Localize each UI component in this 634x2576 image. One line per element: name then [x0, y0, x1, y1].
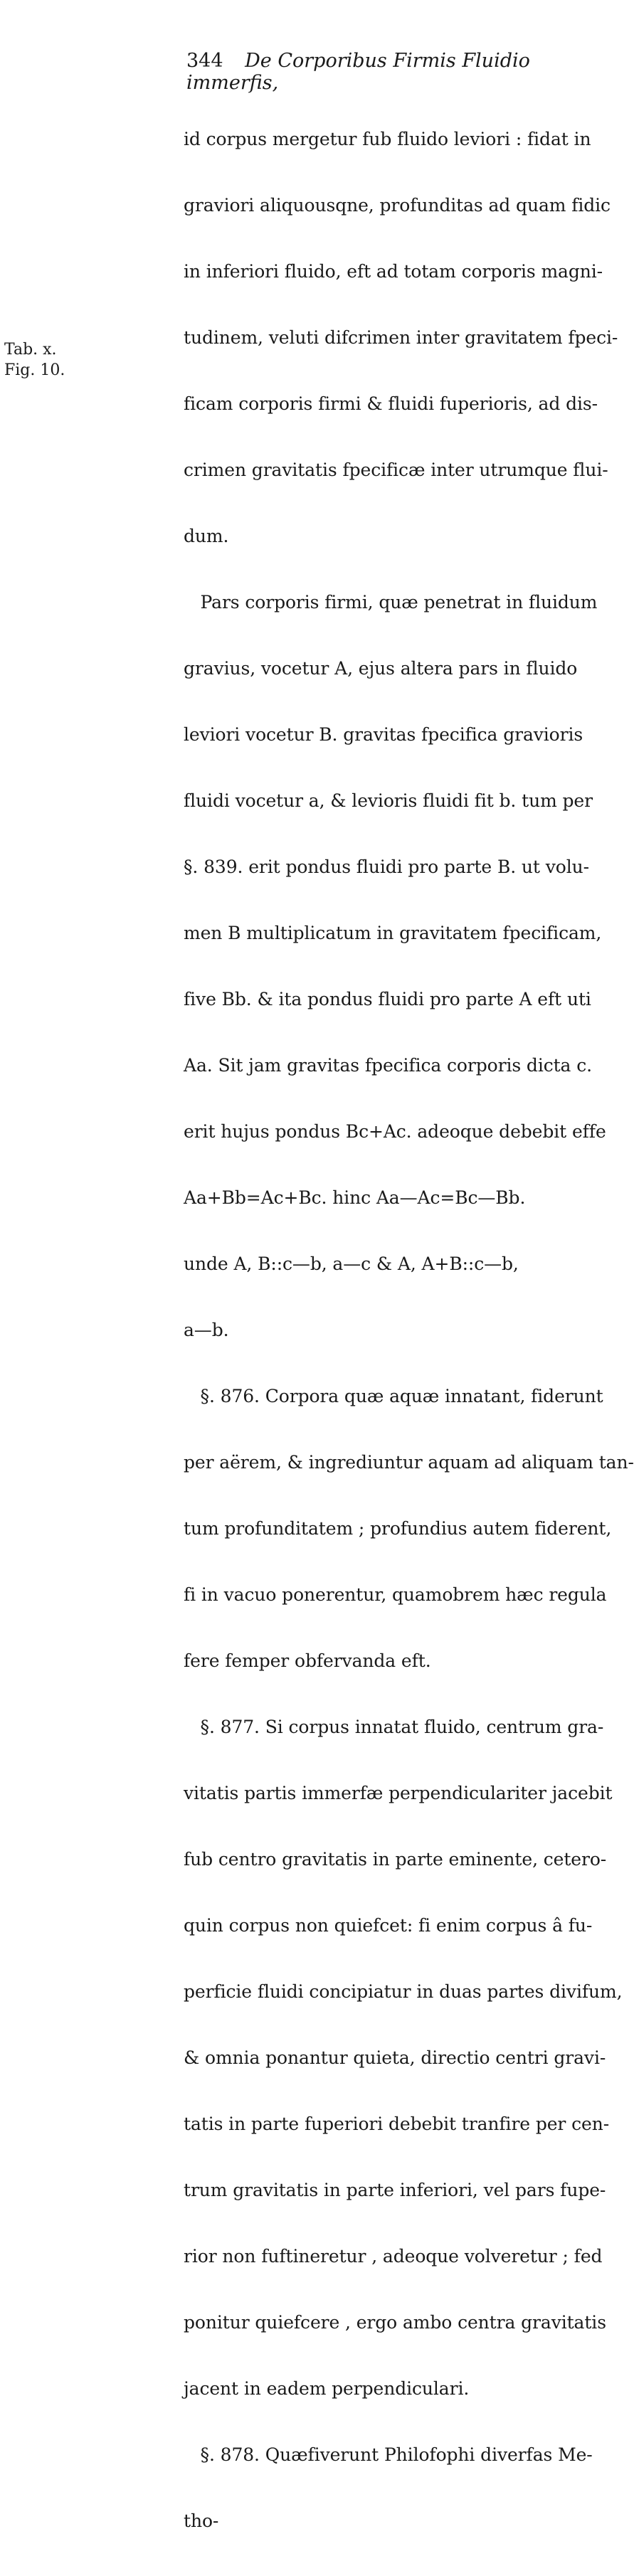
text-line: fi in vacuo ponerentur, quamobrem hæc regula — [184, 1584, 607, 1605]
text-line: Pars corporis firmi, quæ penetrat in fluidum — [184, 592, 598, 613]
text-line: id corpus mergetur fub fluido leviori : fidat in — [184, 129, 591, 149]
text-line: fub centro gravitatis in parte eminente, cetero- — [184, 1849, 607, 1870]
text-line: §. 877. Si corpus innatat fluido, centrum gra- — [184, 1717, 604, 1737]
text-line: per aërem, & ingrediuntur aquam ad aliquam tan- — [184, 1452, 634, 1473]
text-line: & omnia ponantur quieta, directio centri gravi- — [184, 2047, 606, 2068]
text-line: tum profunditatem ; profundius autem fiderent, — [184, 1518, 612, 1539]
text-line: erit hujus pondus Bc+Ac. adeoque debebit effe — [184, 1121, 606, 1142]
text-line: quin corpus non quiefcet: fi enim corpus â fu- — [184, 1915, 593, 1936]
text-line: in inferiori fluido, eft ad totam corporis magni- — [184, 261, 603, 282]
text-line: crimen gravitatis fpecificæ inter utrumque flui- — [184, 460, 608, 480]
text-line: Aa. Sit jam gravitas fpecifica corporis dicta c. — [184, 1055, 592, 1076]
text-line: leviori vocetur B. gravitas fpecifica gravioris — [184, 724, 583, 745]
text-line: a—b. — [184, 1320, 229, 1340]
text-line: perficie fluidi concipiatur in duas partes divifum, — [184, 1981, 623, 2002]
text-line: unde A, B::c—b, a—c & A, A+B::c—b, — [184, 1253, 519, 1274]
text-line: ponitur quiefcere , ergo ambo centra gravitatis — [184, 2312, 606, 2333]
text-line: tatis in parte fuperiori debebit tranfire per cen- — [184, 2114, 610, 2134]
text-line: §. 878. Quæfiverunt Philofophi diverfas Me- — [184, 2444, 593, 2465]
text-line: dum. — [184, 526, 229, 546]
body-text — [184, 84, 634, 2576]
text-line: fluidi vocetur a, & levioris fluidi fit b. tum per — [184, 790, 593, 811]
running-title: De Corporibus Firmis Fluidio immerfis, — [186, 50, 530, 94]
margin-note-figure: Fig. 10. — [4, 361, 65, 379]
text-line: ficam corporis firmi & fluidi fuperioris, ad dis- — [184, 393, 598, 414]
text-line: §. 839. erit pondus fluidi pro parte B. ut volu- — [184, 857, 589, 877]
text-line: trum gravitatis in parte inferiori, vel pars fupe- — [184, 2180, 606, 2200]
text-line: graviori aliquousqne, profunditas ad quam fidic — [184, 195, 611, 216]
text-line: tudinem, veluti difcrimen inter gravitatem fpeci- — [184, 327, 618, 348]
text-line: rior non fuftineretur , adeoque volveretur ; fed — [184, 2246, 603, 2267]
text-line: vitatis partis immerfæ perpendiculariter jacebit — [184, 1783, 613, 1803]
text-line: Aa+Bb=Ac+Bc. hinc Aa—Ac=Bc—Bb. — [184, 1187, 526, 1208]
text-line: gravius, vocetur A, ejus altera pars in fluido — [184, 658, 578, 679]
text-line: five Bb. & ita pondus fluidi pro parte A eft uti — [184, 989, 591, 1009]
page-number: 344 — [186, 50, 223, 72]
text-line: tho- — [184, 2511, 219, 2531]
text-line: men B multiplicatum in gravitatem fpecificam, — [184, 923, 602, 943]
text-line: §. 876. Corpora quæ aquæ innatant, fiderunt — [184, 1386, 603, 1406]
text-line: fere femper obfervanda eft. — [184, 1650, 431, 1671]
text-line: jacent in eadem perpendiculari. — [184, 2378, 470, 2399]
margin-note-table: Tab. x. — [4, 341, 57, 359]
